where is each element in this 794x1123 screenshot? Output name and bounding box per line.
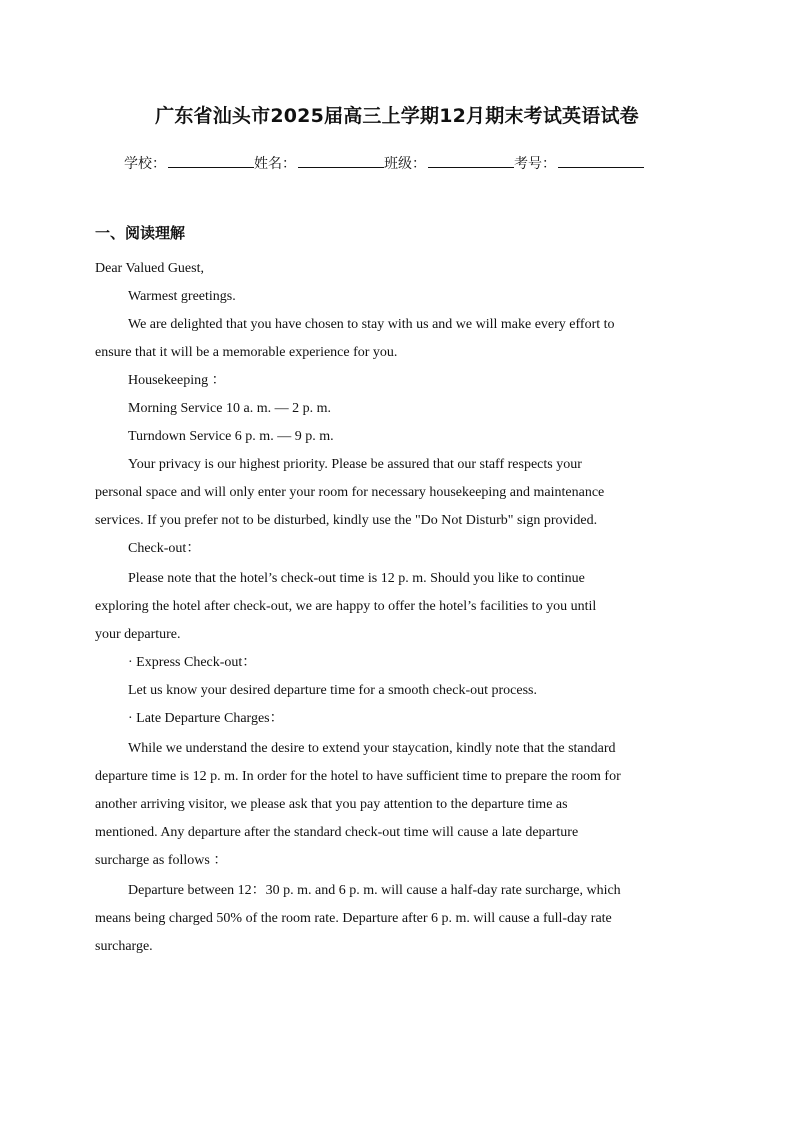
charge-line-3: surcharge. (95, 939, 153, 954)
late-line-2: departure time is 12 p. m. In order for the hotel to have sufficient time to prepare the room for (95, 769, 621, 784)
name-blank[interactable] (298, 153, 384, 168)
school-blank[interactable] (168, 153, 254, 168)
late-departure-heading: · Late Departure Charges： (128, 711, 284, 726)
exam-number-blank[interactable] (558, 153, 644, 168)
intro-line-2: ensure that it will be a memorable experience for you. (95, 345, 398, 360)
class-field (384, 153, 514, 173)
late-line-5: surcharge as follows ： (95, 853, 228, 868)
morning-service-line: Morning Service 10 a. m. — 2 p. m. (128, 401, 331, 416)
charge-line-1: Departure between 12：30 p. m. and 6 p. m. will cause a half-day rate surcharge, which (128, 883, 621, 898)
turndown-service-line: Turndown Service 6 p. m. — 9 p. m. (128, 429, 334, 444)
late-line-4: mentioned. Any departure after the standard check-out time will cause a late departure (95, 825, 579, 840)
reading-passage (95, 255, 695, 961)
school-label: 学校： (124, 156, 166, 172)
exam-number-field (514, 153, 644, 173)
checkout-line-1: Please note that the hotel’s check-out time is 12 p. m. Should you like to continue (128, 571, 585, 586)
student-info-line (124, 153, 684, 173)
express-checkout-heading: · Express Check-out： (128, 655, 257, 670)
express-checkout-text: Let us know your desired departure time for a smooth check-out process. (128, 683, 537, 698)
checkout-line-2: exploring the hotel after check-out, we are happy to offer the hotel’s facilities to you until (95, 599, 597, 614)
privacy-line-2: personal space and will only enter your room for necessary housekeeping and maintenance (95, 485, 605, 500)
late-line-1: While we understand the desire to extend your staycation, kindly note that the standard (128, 741, 616, 756)
class-label: 班级： (384, 156, 426, 172)
section-heading: 一、阅读理解 (95, 224, 186, 242)
late-line-3: another arriving visitor, we please ask that you pay attention to the departure time as (95, 797, 568, 812)
exam-title: 广东省汕头市2025届高三上学期12月期末考试英语试卷 (155, 105, 639, 127)
checkout-line-3: your departure. (95, 627, 181, 642)
class-blank[interactable] (428, 153, 514, 168)
exam-number-label: 考号： (514, 156, 556, 172)
letter-salutation: Dear Valued Guest, (95, 261, 204, 276)
name-label: 姓名： (254, 156, 296, 172)
name-field (254, 153, 384, 173)
school-field (124, 153, 254, 173)
intro-line-1: We are delighted that you have chosen to stay with us and we will make every effort to (128, 317, 615, 332)
checkout-heading: Check-out： (128, 541, 201, 556)
housekeeping-heading: Housekeeping ： (128, 373, 226, 388)
privacy-line-3: services. If you prefer not to be disturbed, kindly use the "Do Not Disturb" sign provided. (95, 513, 598, 528)
letter-greeting: Warmest greetings. (128, 289, 236, 304)
privacy-line-1: Your privacy is our highest priority. Please be assured that our staff respects your (128, 457, 582, 472)
charge-line-2: means being charged 50% of the room rate. Departure after 6 p. m. will cause a full-day rate (95, 911, 612, 926)
